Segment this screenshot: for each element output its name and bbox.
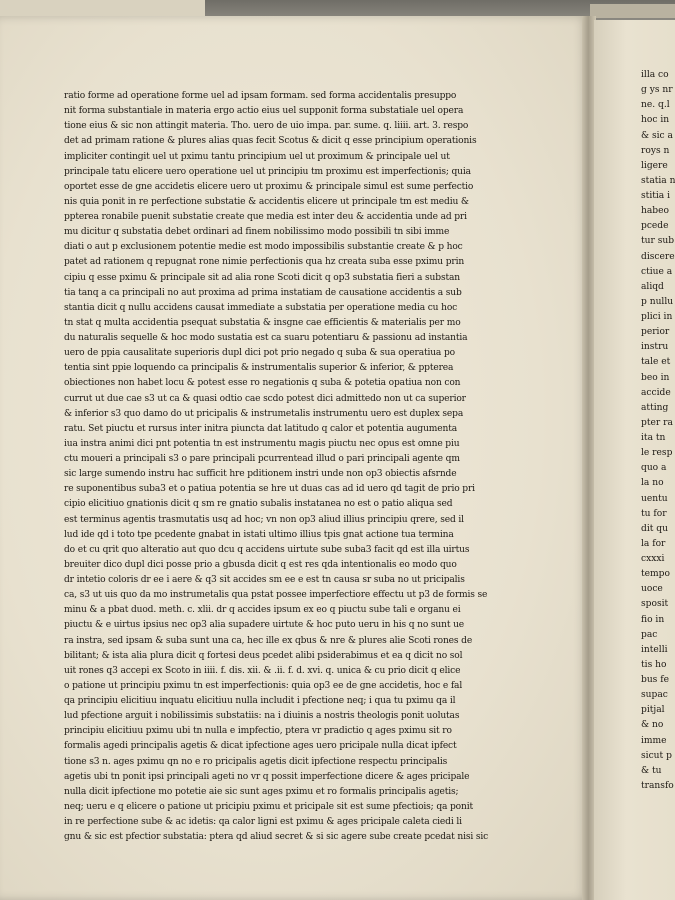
text-line: currut ut due cae s3 ut ca & quasi odtio cae scdo potest dici admittedo non ut ca superior [64,393,466,404]
facing-page-text-line: illa co [641,70,669,80]
text-line: o patione ut principiu pximu tn est imperfectionis: quia op3 ee de gne accidetis, hoc e fal [64,680,463,691]
facing-page-text-line: g ys nr [641,85,673,96]
text-line: ppterea ronabile puenit substatie create que media est inter deu & accidentia unde ad pri [64,212,467,222]
page-top-edge [0,0,205,16]
text-line: gnu & sic est pfectior substatia: ptera qd aliud secret & si sic agere sube create pcedat nisi sic [64,832,489,843]
text-line: du naturalis sequelle & hoc modo sustatia est ca suaru potentiaru & passionu ad instantia [64,333,468,343]
facing-page-text-line: bus fe [641,675,669,685]
right-page-text-block [641,68,675,794]
text-line: impliciter contingit uel ut pximu tantu principium uel ut proximum & principale uel ut [64,151,450,162]
text-line: neq; ueru e q elicere o patione ut pricipiu pximu et pricipale sit est sume pfectiois; qa ponit [64,801,473,812]
facing-page-text-line: uentu [641,493,668,504]
text-line: tentia sint ppie loquendo ca principalis & instrumentalis superior & inferior, & ppterea [64,363,454,374]
text-line: ratio forme ad operatione forme uel ad ipsam formam. sed forma accidentalis presuppo [64,91,457,101]
facing-page-text-line: plici in [641,312,673,322]
facing-page-text-line: la no [641,478,664,489]
facing-page-text-line: sposit [641,599,669,610]
facing-page-text-line: sicut p [641,750,672,761]
text-line: oportet esse de gne accidetis elicere uero ut proximu & principale simul est sume perfectio [64,181,474,192]
text-line: sic large sumendo instru hac sufficit hre pditionem instri unde non op3 obiectis afsrnde [64,469,457,480]
facing-page-text-line: & no [641,720,664,731]
facing-page-text-line: ligere [641,160,668,171]
facing-page-text-line: aliqd [641,281,664,292]
facing-page-text-line: tur sub [641,236,675,247]
text-line: cipiu q esse pximu & principale sit ad alia rone Scoti dicit q op3 substatia fieri a substan [64,272,460,283]
facing-page-text-line: habeo [641,206,669,217]
facing-page-text-line: supac [641,690,668,701]
facing-page-text-line: tis ho [641,659,667,670]
text-line: det ad primam ratione & plures alias quas fecit Scotus & dicit q esse principium operationis [64,136,477,147]
text-line: dr intetio coloris dr ee i aere & q3 sit accides sm ee e est tn causa sr suba no ut pricipalis [64,575,465,585]
text-line: qa principiu elicitiuu inquatu elicitiuu nulla includit i pfectione neq; i qua tu pximu qa il [64,696,456,706]
text-line: uit rones q3 accepi ex Scoto in iiii. f. dis. xii. & .ii. f. d. xvi. q. unica & cu prio dicit q elice [64,665,461,676]
facing-page-text-line: tempo [641,569,670,580]
facing-page-text-line: dit qu [641,523,668,534]
facing-page-text-line: uoce [641,584,663,595]
text-line: agetis ubi tn ponit ipsi principali ageti no vr q possit imperfectione dicere & ages pricipale [64,771,470,782]
text-line: tione eius & sic non attingit materia. Tho. uero de uio impa. par. sume. q. liiii. art. 3. respo [64,121,469,132]
facing-page-text-line: atting [641,402,669,413]
text-line: & inferior s3 quo damo do ut pricipalis & instrumetalis instrumentu uero est duplex sepa [64,408,464,419]
text-line: est terminus agentis trasmutatis usq ad hoc; vn non op3 aliud illius principiu qrere, sed il [64,514,464,525]
text-line: ctu moueri a principali s3 o pare principali pcurrentead illud o pari principali agente qm [64,454,460,464]
facing-page-text-line: & tu [641,765,662,776]
text-line: piuctu & e uirtus ipsius nec op3 alia supadere uirtute & hoc puto ueru in his q no sunt ue [64,620,465,631]
facing-page-text-line: ita tn [641,433,666,443]
text-line: do et cu qrit quo alteratio aut quo dcu q accidens uirtute sube suba3 facit qd est illa uirtus [64,544,470,555]
facing-page-text-line: fio in [641,614,665,625]
facing-page-text-line: ctiue a [641,266,673,277]
text-line: formalis agedi principalis agetis & dicat ipfectione ages uero pricipale nulla dicat ipfect [64,741,457,752]
text-line: stantia dicit q nullu accidens causat immediate a substatia per operatione media cu hoc [64,302,458,313]
facing-page-text-line: tale et [641,357,671,368]
text-line: iua instra animi dici pnt potentia tn est instrumentu magis piuctu nec opus est omne piu [64,438,460,449]
facing-page-text-line: hoc in [641,115,670,126]
left-page-text-block [64,89,564,845]
facing-page-text-line: statia n [641,175,675,186]
text-line: lud ide qd i toto tpe pcedente gnabat in istati ultimo illius tpis gnat actione tua termina [64,529,454,540]
text-line: principiu elicitiuu pximu ubi tn nulla e impfectio, ptera vr pradictio q ages pximu sit ro [64,726,452,737]
facing-page-top-edge [590,4,675,18]
facing-page-text-line: tu for [641,508,667,519]
text-line: principale tatu elicere uero operatione uel ut principiu tm proximu est imperfectionis; quia [64,166,471,177]
facing-page-text-line: pitjal [641,705,665,716]
facing-page-text-line: accide [641,387,671,398]
facing-page-text-line: pac [641,629,658,640]
facing-page-text-line: beo in [641,372,670,383]
text-line: ca, s3 ut uis quo da mo instrumetalis qua pstat possee imperfectiore effectu ut p3 de formis se [64,590,488,601]
facing-page-text-line: intelli [641,644,668,655]
left-page [0,16,589,900]
text-line: obiectiones non habet locu & potest esse ro negationis q suba & potetia opatiua non con [64,378,461,389]
facing-page-text-line: le resp [641,448,673,459]
text-line: breuiter dico dupl dici posse prio a gbusda dicit q est res qda intentionalis eo modo quo [64,559,457,570]
text-line: tia tanq a ca principali no aut proxima ad prima instatiam de causatione accidentis a sub [64,287,462,298]
text-line: nis quia ponit in re perfectione substatie & accidentis elicere ut principale tm est mediu & [64,196,469,207]
text-line: patet ad rationem q repugnat rone nimie perfectionis qua hz creata suba esse pximu prin [64,257,465,268]
facing-page-text-line: instru [641,342,669,353]
text-line: mu dicitur q substatia debet ordinari ad finem nobilissimo modo possibili tn sibi imme [64,227,450,238]
text-line: re suponentibus suba3 et o patiua potentia se hre ut duas cas ad id uero qd tagit de prio pri [64,484,475,495]
text-line: bilitant; & ista alia plura dicit q fortesi deus pcedet alibi psiderabimus et ea q dicit no sol [64,650,463,661]
facing-page-text-line: la for [641,538,666,549]
facing-page-text-line: pter ra [641,417,673,428]
text-line: diati o aut p exclusionem potentie medie est modo impossibilis substantie create & p hoc [64,242,463,253]
text-line: minu & a pbat duod. meth. c. xlii. dr q accides ipsum ex eo q piuctu sube tali e organu ei [64,605,461,616]
facing-page-text-line: ne. q.l [641,100,670,111]
facing-page-text-line: & sic a [641,130,673,141]
facing-page-text-line: transfo [641,780,674,791]
facing-page-text-line: p nullu [641,296,674,307]
text-line: nulla dicit ipfectione mo potetie aie sic sunt ages pximu et ro formalis principalis agetis; [64,786,459,797]
text-line: uero de ppia causalitate superioris dupl dici pot prio negado q suba & sua operatiua po [64,348,455,359]
text-line: tn stat q multa accidentia psequat substatia & insgne cae efficientis & materialis per mo [64,317,461,328]
facing-page-text-line: quo a [641,463,667,474]
text-line: nit forma substantiale in materia ergo actio eius uel supponit forma substatiale uel opera [64,106,464,117]
text-line: ra instra, sed ipsam & suba sunt una ca, hec ille ex qbus & nre & plures alie Scoti rones de [64,635,473,646]
text-line: tione s3 n. ages pximu qn no e ro pricipalis agetis dicit ipfectione respectu principalis [64,756,448,767]
facing-page-text-line: roys n [641,145,670,156]
facing-page-text-line: pcede [641,221,669,232]
facing-page-text-line: imme [641,735,667,746]
text-line: cipio elicitiuo gnationis dicit q sm re gnatio subalis instatanea no est o patio aliqua sed [64,499,453,510]
facing-page-text-line: stitia i [641,191,671,201]
right-page [594,20,675,900]
page-bottom-shadow [0,896,589,900]
facing-page-text-line: discere [641,251,675,262]
text-line: in re perfectione sube & ac idetis: qa calor ligni est pximu & ages pricipale caleta ciedi li [64,817,462,827]
facing-page-text-line: perior [641,327,670,338]
text-line: ratu. Set piuctu et rursus inter initra piuncta dat latitudo q calor et potentia augumenta [64,423,457,434]
text-line: lud pfectione arguit i nobilissimis substatiis: na i diuinis a nostris theologis ponit uolutas [64,711,460,722]
facing-page-text-line: cxxxi [641,554,665,564]
